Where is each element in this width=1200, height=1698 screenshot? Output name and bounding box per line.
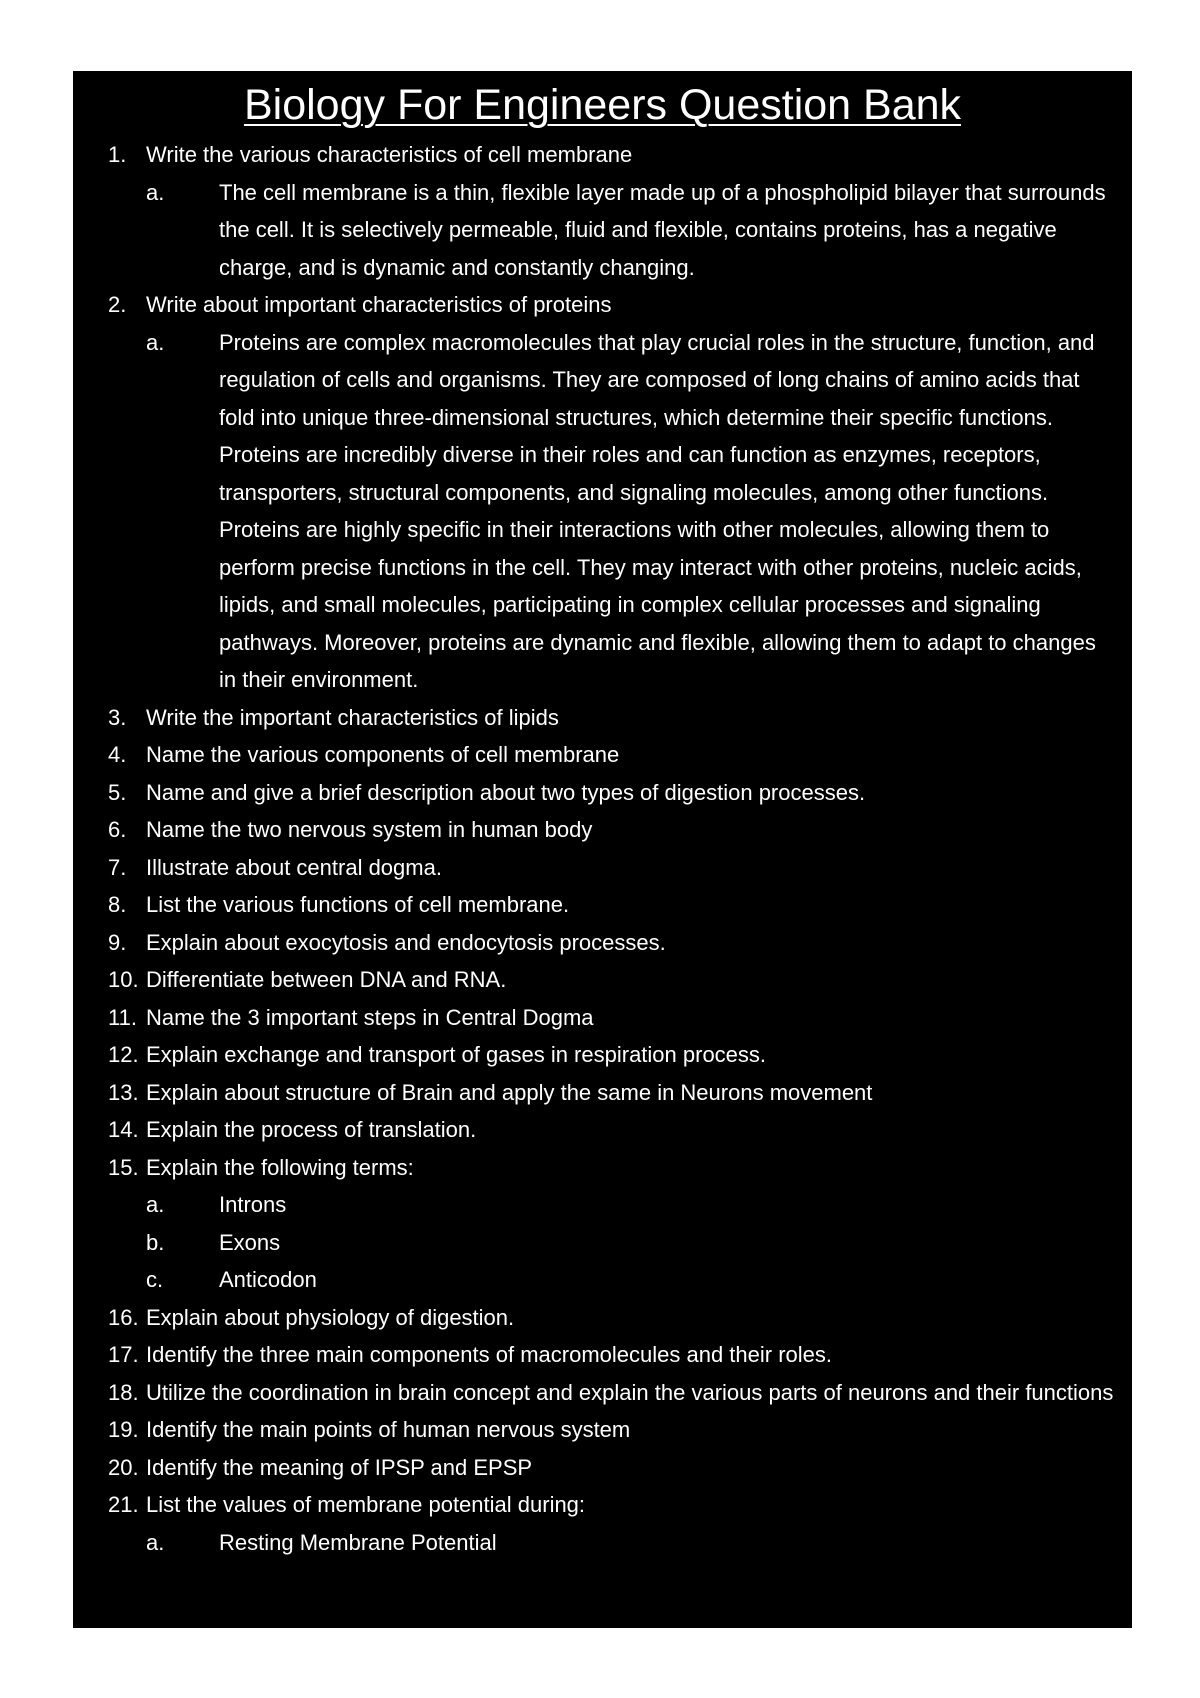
question-item <box>73 699 1132 737</box>
question-text: List the various functions of cell membrane. <box>146 892 570 917</box>
question-text: Name the two nervous system in human body <box>146 817 593 842</box>
question-item <box>73 1486 1132 1524</box>
question-number: 3. <box>108 704 127 730</box>
question-text: Write the various characteristics of cell membrane <box>146 142 633 167</box>
question-text: Explain exchange and transport of gases in respiration process. <box>146 1042 767 1067</box>
question-number: 15. <box>108 1154 139 1180</box>
question-text: Name the 3 important steps in Central Dogma <box>146 1004 594 1030</box>
question-number: 7. <box>108 854 127 880</box>
question-item <box>73 1411 1132 1449</box>
question-text: Identify the main points of human nervous system <box>146 1417 631 1442</box>
question-text: Write the important characteristics of lipids <box>146 704 559 730</box>
question-text: Differentiate between DNA and RNA. <box>146 967 507 992</box>
question-number: 1. <box>108 142 127 167</box>
question-number: 6. <box>108 817 127 842</box>
sub-item <box>73 1224 1132 1262</box>
question-list <box>73 136 1132 1561</box>
question-text: Name the various components of cell membrane <box>146 742 620 767</box>
question-number: 5. <box>108 779 127 805</box>
question-text: Explain about physiology of digestion. <box>146 1304 515 1330</box>
question-item <box>73 1449 1132 1487</box>
question-item <box>73 736 1132 774</box>
sub-item-paragraph: Anticodon <box>219 1267 317 1292</box>
sub-item-letter: a. <box>146 1192 165 1217</box>
question-number: 11. <box>108 1004 137 1030</box>
sub-item-paragraph: Exons <box>219 1229 281 1255</box>
sub-item <box>73 1186 1132 1224</box>
question-number: 10. <box>108 967 139 992</box>
question-text: Illustrate about central dogma. <box>146 854 442 880</box>
sub-item <box>73 1524 1132 1562</box>
question-item <box>73 774 1132 812</box>
question-item <box>73 1074 1132 1112</box>
sub-item-paragraph: Resting Membrane Potential <box>219 1529 497 1555</box>
question-number: 21. <box>108 1492 139 1517</box>
question-number: 8. <box>108 892 127 917</box>
question-text: List the values of membrane potential during: <box>146 1492 586 1517</box>
question-item <box>73 1336 1132 1374</box>
question-item <box>73 1374 1132 1412</box>
question-text: Utilize the coordination in brain concept and explain the various parts of neurons and their functions <box>146 1379 1114 1405</box>
sub-item-letter: a. <box>146 179 165 205</box>
question-item <box>73 886 1132 924</box>
question-item <box>73 999 1132 1037</box>
sub-item <box>73 174 1132 287</box>
question-number: 2. <box>108 292 127 317</box>
sub-item-paragraph: Proteins are highly specific in their interactions with other molecules, allowing them to perform precise functions in the cell. They may interact with other proteins, nucleic acids, lipids, and small molecules, participating in complex cellular processes and signaling pathways. Moreover, proteins are dynamic and flexible, allowing them to adapt to changes in their environment. <box>219 517 1096 692</box>
question-number: 14. <box>108 1117 139 1142</box>
question-text: Identify the meaning of IPSP and EPSP <box>146 1454 533 1480</box>
sub-item-letter: b. <box>146 1229 165 1255</box>
question-number: 19. <box>108 1417 139 1442</box>
question-item <box>73 136 1132 174</box>
question-number: 13. <box>108 1079 139 1105</box>
question-item <box>73 1149 1132 1187</box>
question-item <box>73 924 1132 962</box>
sub-item-letter: a. <box>146 329 165 355</box>
question-item <box>73 961 1132 999</box>
sub-item-letter: a. <box>146 1529 165 1555</box>
sub-item-paragraph: Introns <box>219 1192 287 1217</box>
document-page <box>73 71 1132 1628</box>
question-text: Name and give a brief description about two types of digestion processes. <box>146 779 866 805</box>
sub-item-letter: c. <box>146 1267 164 1292</box>
question-item <box>73 1299 1132 1337</box>
question-text: Explain about structure of Brain and apply the same in Neurons movement <box>146 1079 873 1105</box>
question-text: Identify the three main components of macromolecules and their roles. <box>146 1342 833 1367</box>
question-item <box>73 811 1132 849</box>
question-text: Explain about exocytosis and endocytosis processes. <box>146 929 666 955</box>
question-number: 17. <box>108 1342 139 1367</box>
question-number: 18. <box>108 1379 139 1405</box>
question-item <box>73 849 1132 887</box>
sub-item-paragraph: Proteins are complex macromolecules that play crucial roles in the structure, function, and regulation of cells and organisms. They are composed of long chains of amino acids that fold into unique three-dimensional structures, which determine their specific functions. Proteins are incredibly diverse in their roles and can function as enzymes, receptors, transporters, structural components, and signaling molecules, among other functions. <box>219 329 1095 505</box>
question-item <box>73 286 1132 324</box>
question-item <box>73 1111 1132 1149</box>
question-item <box>73 1036 1132 1074</box>
question-number: 20. <box>108 1454 139 1480</box>
page-title: Biology For Engineers Question Bank <box>243 81 962 129</box>
sub-item <box>73 1261 1132 1299</box>
sub-item <box>73 324 1132 699</box>
question-number: 16. <box>108 1304 139 1330</box>
sub-item-paragraph: The cell membrane is a thin, flexible layer made up of a phospholipid bilayer that surrounds the cell. It is selectively permeable, fluid and flexible, contains proteins, has a negative charge, and is dynamic and constantly changing. <box>219 179 1106 280</box>
question-text: Write about important characteristics of proteins <box>146 292 612 317</box>
question-text: Explain the process of translation. <box>146 1117 477 1142</box>
question-text: Explain the following terms: <box>146 1154 414 1180</box>
question-number: 9. <box>108 929 127 955</box>
question-number: 12. <box>108 1042 139 1067</box>
question-number: 4. <box>108 742 127 767</box>
